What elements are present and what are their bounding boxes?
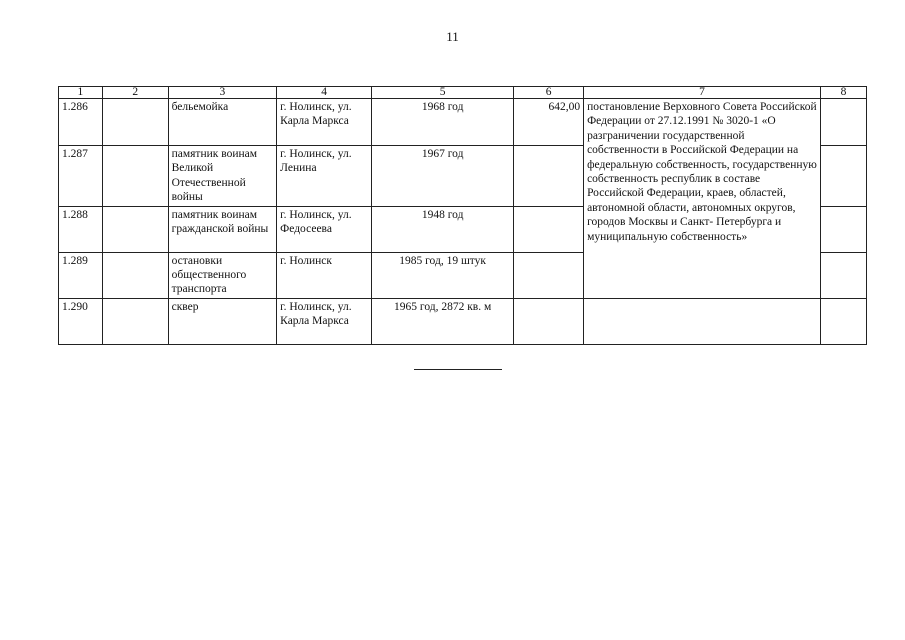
column-header-3: 3 [168,87,277,99]
object-name: остановки общественного транспорта [168,252,277,298]
empty-cell [102,206,168,252]
empty-cell [821,298,867,344]
object-address: г. Нолинск, ул. Ленина [277,146,372,207]
column-header-6: 6 [514,87,584,99]
empty-cell [102,146,168,207]
table-row [59,99,867,146]
row-number: 1.286 [59,99,103,146]
property-table [58,86,867,345]
empty-cell [821,99,867,146]
object-year: 1965 год, 2872 кв. м [372,298,514,344]
column-header-1: 1 [59,87,103,99]
object-year: 1948 год [372,206,514,252]
object-value: 642,00 [514,99,584,146]
object-address: г. Нолинск, ул. Карла Маркса [277,99,372,146]
object-value [514,252,584,298]
header-row [59,87,867,99]
row-number: 1.290 [59,298,103,344]
empty-cell [821,252,867,298]
table-row [59,298,867,344]
row-number: 1.289 [59,252,103,298]
object-address: г. Нолинск [277,252,372,298]
object-address: г. Нолинск, ул. Федосеева [277,206,372,252]
end-divider [414,369,502,370]
empty-cell [821,146,867,207]
empty-cell [102,252,168,298]
column-header-4: 4 [277,87,372,99]
object-year: 1985 год, 19 штук [372,252,514,298]
column-header-8: 8 [821,87,867,99]
row-number: 1.288 [59,206,103,252]
object-name: памятник воинам гражданской войны [168,206,277,252]
object-name: бельемойка [168,99,277,146]
legal-basis: постановление Верховного Совета Российской Федерации от 27.12.1991 № 3020-1 «О разграничении государственной собственности в Российской Федерации на федеральную собственность, государственную собственность республик в составе Российской Федерации, краев, областей, автономной области, автономных округов, городов Москвы и Санкт- Петербурга и муниципальную собственность» [584,99,821,299]
object-address: г. Нолинск, ул. Карла Маркса [277,298,372,344]
column-header-2: 2 [102,87,168,99]
column-header-7: 7 [584,87,821,99]
object-year: 1967 год [372,146,514,207]
row-number: 1.287 [59,146,103,207]
empty-cell [102,298,168,344]
object-value [514,146,584,207]
object-name: памятник воинам Великой Отечественной войны [168,146,277,207]
empty-cell [821,206,867,252]
object-value [514,206,584,252]
page-number: 11 [446,29,459,44]
object-value [514,298,584,344]
empty-cell [584,298,821,344]
empty-cell [102,99,168,146]
object-year: 1968 год [372,99,514,146]
column-header-5: 5 [372,87,514,99]
object-name: сквер [168,298,277,344]
